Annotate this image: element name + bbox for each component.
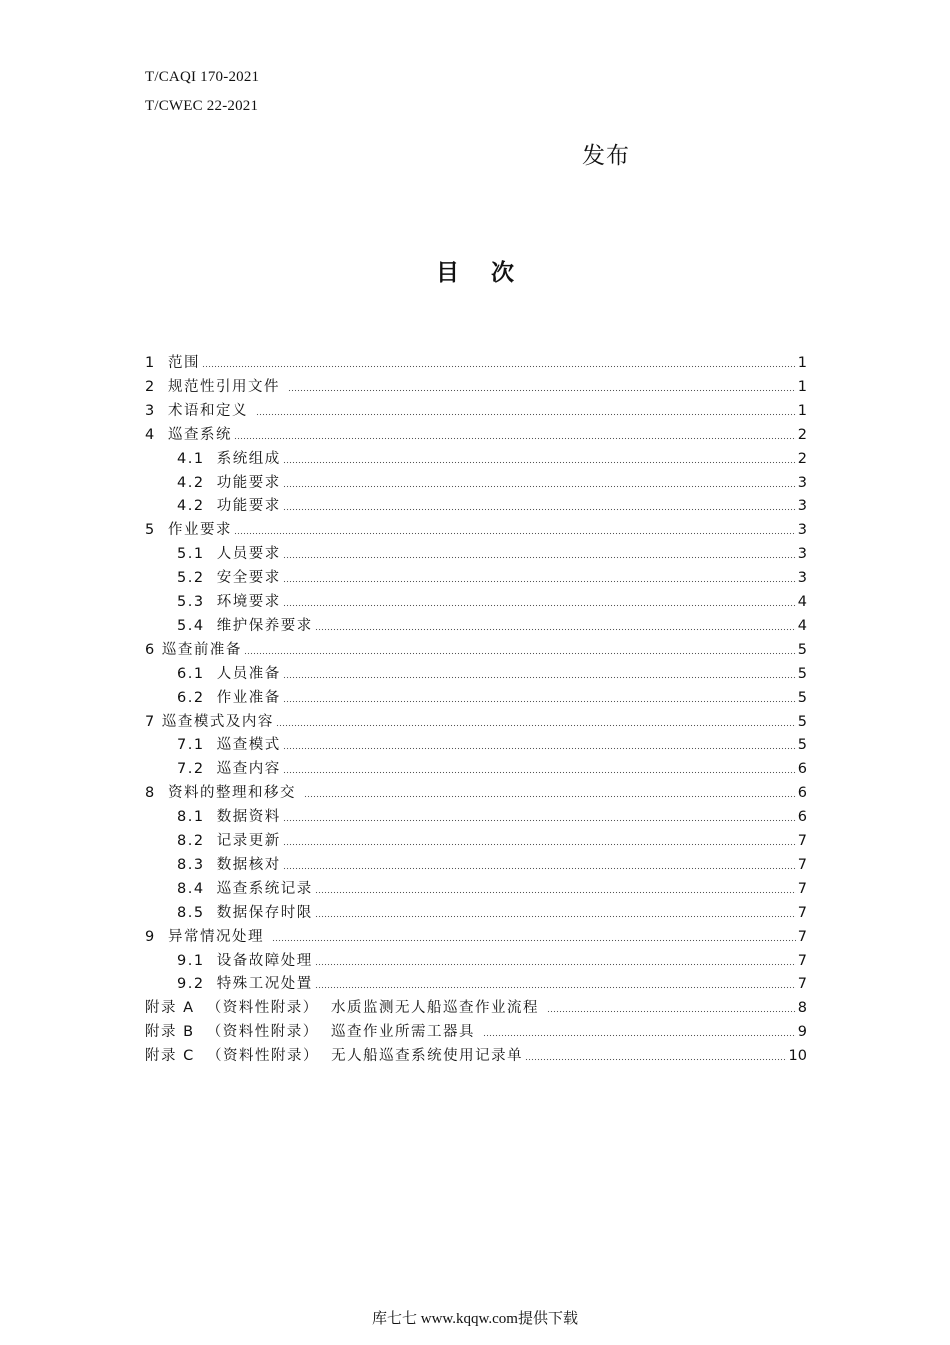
- toc-entry-label: 4.2 功能要求: [177, 474, 281, 491]
- toc-entry-label: 9.2 特殊工况处置: [177, 976, 313, 993]
- toc-dot-leader: [276, 722, 796, 727]
- toc-entry-page: 7: [797, 976, 807, 993]
- toc-entry-label: 8.2 记录更新: [177, 833, 281, 849]
- toc-entry-label: 5.3 环境要求: [177, 594, 281, 610]
- toc-entry-label: 7.1 巡查模式: [177, 737, 281, 754]
- toc-entry-label: 3 术语和定义: [145, 402, 255, 419]
- toc-dot-leader: [234, 435, 796, 440]
- toc-entry-page: 5: [797, 689, 807, 706]
- toc-entry[interactable]: [145, 350, 807, 372]
- standard-code-cwec: T/CWEC 22-2021: [145, 98, 259, 114]
- toc-entry-label: 6.1 人员准备: [177, 665, 281, 682]
- toc-entry-label: 5.2 安全要求: [177, 570, 281, 587]
- toc-entry[interactable]: [177, 613, 807, 635]
- toc-entry-page: 5: [797, 737, 807, 754]
- toc-entry-page: 2: [797, 450, 807, 467]
- toc-entry-page: 3: [797, 474, 807, 491]
- toc-entry[interactable]: [177, 446, 807, 468]
- toc-entry-page: 1: [797, 402, 807, 419]
- toc-dot-leader: [283, 506, 796, 511]
- toc-entry[interactable]: [177, 971, 807, 993]
- toc-dot-leader: [483, 1032, 796, 1037]
- toc-entry-label: 4.1 系统组成: [177, 450, 281, 467]
- toc-entry-label: 7 巡查模式及内容: [145, 713, 274, 730]
- toc-entry[interactable]: [177, 470, 807, 492]
- toc-entry-page: 6: [797, 761, 807, 778]
- toc-dot-leader: [315, 913, 796, 918]
- toc-dot-leader: [315, 984, 796, 989]
- toc-dot-leader: [315, 626, 796, 631]
- toc-entry[interactable]: [177, 876, 807, 898]
- toc-entry-page: 10: [788, 1048, 807, 1065]
- toc-entry-label: 附录 C （资料性附录） 无人船巡查系统使用记录单: [145, 1048, 524, 1065]
- toc-entry-label: 6.2 作业准备: [177, 689, 281, 706]
- toc-entry-label: 9.1 设备故障处理: [177, 952, 313, 969]
- toc-entry-label: 5.4 维护保养要求: [177, 617, 313, 634]
- publish-label: 发布: [582, 143, 630, 169]
- toc-entry-page: 9: [797, 1024, 807, 1041]
- toc-entry-page: 7: [797, 880, 807, 897]
- toc-entry-label: 4.2 功能要求: [177, 498, 281, 515]
- toc-dot-leader: [283, 865, 796, 870]
- toc-dot-leader: [202, 363, 796, 368]
- toc-dot-leader: [244, 650, 796, 655]
- toc-entry[interactable]: [177, 565, 807, 587]
- toc-entry-page: 3: [797, 546, 807, 563]
- toc-entry-page: 4: [797, 594, 807, 610]
- toc-entry-page: 3: [797, 498, 807, 515]
- toc-entry[interactable]: [177, 589, 807, 611]
- toc-dot-leader: [283, 459, 796, 464]
- toc-entry[interactable]: [145, 637, 807, 659]
- toc-entry-page: 7: [797, 904, 807, 921]
- toc-entry[interactable]: [177, 900, 807, 922]
- toc-dot-leader: [256, 411, 796, 416]
- toc-entry-page: 7: [797, 856, 807, 873]
- toc-dot-leader: [525, 1056, 786, 1061]
- toc-dot-leader: [283, 769, 796, 774]
- toc-entry[interactable]: [145, 1019, 807, 1041]
- toc-entry-page: 3: [797, 570, 807, 587]
- toc-entry-label: 8.3 数据核对: [177, 856, 281, 873]
- toc-entry-page: 2: [797, 426, 807, 443]
- toc-entry[interactable]: [145, 780, 807, 802]
- toc-entry[interactable]: [177, 685, 807, 707]
- toc-entry[interactable]: [177, 852, 807, 874]
- toc-entry-page: 5: [797, 665, 807, 682]
- toc-entry[interactable]: [177, 948, 807, 970]
- toc-entry-page: 7: [797, 952, 807, 969]
- toc-dot-leader: [283, 841, 796, 846]
- toc-entry-label: 5 作业要求: [145, 522, 232, 539]
- toc-entry[interactable]: [145, 709, 807, 731]
- toc-entry[interactable]: [177, 756, 807, 778]
- toc-entry[interactable]: [177, 661, 807, 683]
- toc-entry[interactable]: [177, 493, 807, 515]
- toc-dot-leader: [272, 937, 796, 942]
- toc-dot-leader: [283, 745, 796, 750]
- toc-entry-label: 8 资料的整理和移交: [145, 785, 303, 802]
- toc-entry-label: 8.5 数据保存时限: [177, 904, 313, 921]
- toc-entry-page: 3: [797, 522, 807, 539]
- toc-dot-leader: [283, 554, 796, 559]
- toc-entry-page: 6: [797, 809, 807, 826]
- toc-dot-leader: [234, 530, 796, 535]
- toc-entry-label: 5.1 人员要求: [177, 546, 281, 563]
- toc-entry[interactable]: [177, 541, 807, 563]
- toc-entry[interactable]: [145, 995, 807, 1017]
- toc-dot-leader: [315, 961, 796, 966]
- toc-entry-label: 1 范围: [145, 355, 200, 371]
- toc-entry[interactable]: [177, 732, 807, 754]
- toc-entry-label: 6 巡查前准备: [145, 641, 242, 658]
- toc-entry[interactable]: [145, 398, 807, 420]
- toc-entry-page: 7: [797, 833, 807, 849]
- toc-entry-page: 8: [797, 1000, 807, 1017]
- toc-dot-leader: [283, 674, 796, 679]
- toc-entry[interactable]: [145, 374, 807, 396]
- toc-title: 目 次: [435, 260, 526, 286]
- toc-entry-page: 7: [797, 928, 807, 945]
- toc-entry-page: 1: [797, 355, 807, 371]
- toc-entry-label: 4 巡查系统: [145, 426, 232, 443]
- toc-entry[interactable]: [145, 517, 807, 539]
- toc-entry-label: 8.1 数据资料: [177, 809, 281, 826]
- toc-dot-leader: [283, 698, 796, 703]
- toc-dot-leader: [283, 817, 796, 822]
- toc-entry[interactable]: [145, 422, 807, 444]
- toc-entry-page: 1: [797, 378, 807, 395]
- toc-dot-leader: [547, 1008, 796, 1013]
- toc-entry-page: 5: [797, 641, 807, 658]
- toc-dot-leader: [304, 793, 796, 798]
- toc-entry-label: 7.2 巡查内容: [177, 761, 281, 778]
- toc-dot-leader: [283, 602, 796, 607]
- toc-entry-page: 5: [797, 713, 807, 730]
- toc-dot-leader: [288, 387, 796, 392]
- toc-entry[interactable]: [177, 828, 807, 850]
- toc-entry-label: 附录 B （资料性附录） 巡查作业所需工器具: [145, 1024, 482, 1041]
- toc-entry-label: 附录 A （资料性附录） 水质监测无人船巡查作业流程: [145, 1000, 546, 1017]
- toc-entry[interactable]: [145, 1043, 807, 1065]
- toc-dot-leader: [315, 889, 796, 894]
- toc-entry-page: 6: [797, 785, 807, 802]
- toc-entry[interactable]: [145, 924, 807, 946]
- footer-download-note: 库七七 www.kqqw.com提供下载: [372, 1311, 578, 1327]
- toc-dot-leader: [283, 483, 796, 488]
- toc-entry[interactable]: [177, 804, 807, 826]
- standard-code-caqi: T/CAQI 170-2021: [145, 69, 260, 85]
- toc-dot-leader: [283, 578, 796, 583]
- toc-entry-label: 9 异常情况处理: [145, 928, 271, 945]
- toc-entry-label: 8.4 巡查系统记录: [177, 880, 313, 897]
- toc-entry-label: 2 规范性引用文件: [145, 378, 287, 395]
- toc-entry-page: 4: [797, 617, 807, 634]
